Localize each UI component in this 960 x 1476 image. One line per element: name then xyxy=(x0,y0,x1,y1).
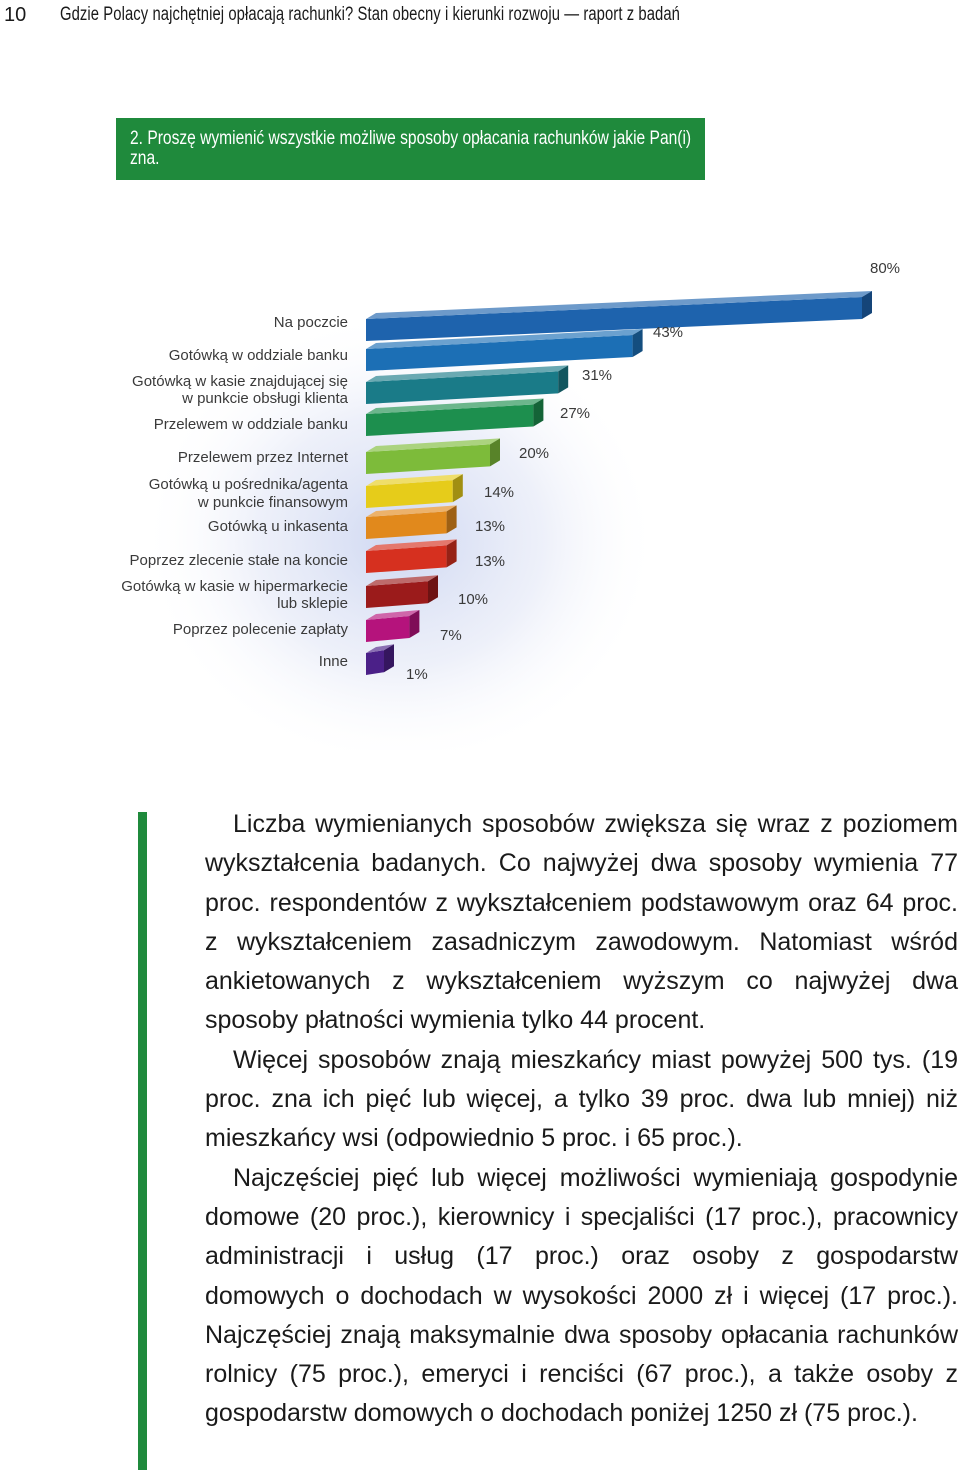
category-label-3-line-2: w punkcie obsługi klienta xyxy=(182,390,348,407)
category-label-10: Poprzez polecenie zapłaty xyxy=(172,621,348,638)
bar-9 xyxy=(366,575,438,608)
category-label-3-line-1: Gotówką w kasie znajdującej się xyxy=(132,373,348,390)
category-label-11: Inne xyxy=(318,653,348,670)
article-text xyxy=(205,805,958,1434)
value-label-3: 31% xyxy=(582,367,613,384)
value-label-1: 80% xyxy=(870,260,901,277)
category-label-9-line-2: lub sklepie xyxy=(277,595,348,612)
value-label-8: 13% xyxy=(475,553,506,570)
category-label-5: Przelewem przez Internet xyxy=(177,449,348,466)
page-number: 10 xyxy=(4,4,27,26)
bar-front xyxy=(366,650,384,675)
running-title: Gdzie Polacy najchętniej opłacają rachunki? Stan obecny i kierunki rozwoju — raport z badań xyxy=(60,4,681,25)
category-label-4: Przelewem w oddziale banku xyxy=(153,416,348,433)
category-label-9-line-1: Gotówką w kasie w hipermarkecie xyxy=(121,578,348,595)
question-text: 2. Proszę wymienić wszystkie możliwe sposoby opłacania rachunków jakie Pan(i) zna. xyxy=(130,128,692,169)
value-label-6: 14% xyxy=(484,484,515,501)
value-label-5: 20% xyxy=(519,445,550,462)
category-label-2: Gotówką w oddziale banku xyxy=(168,347,348,364)
article-paragraph-3: Najczęściej pięć lub więcej możliwości wymieniają gospodynie domowe (20 proc.), kierownicy i specjaliści (17 proc.), pracownicy administracji i usług (17 proc.) oraz osoby z gospodarstw domowych o dochodach w wysokości 2000 zł i więcej (17 proc.). Najczęściej znają maksymalnie dwa sposoby opłacania rachunków rolnicy (75 proc.), emeryci i renciści (67 proc.), a także osoby z gospodarstw domowych o dochodach poniżej 1250 zł (75 proc.). xyxy=(205,1163,958,1428)
category-label-6-line-1: Gotówką u pośrednika/agenta xyxy=(148,476,348,493)
value-label-4: 27% xyxy=(560,405,591,422)
sidebar-rule xyxy=(138,812,147,1470)
category-label-6-line-2: w punkcie finansowym xyxy=(197,494,348,511)
value-label-7: 13% xyxy=(475,518,506,535)
category-label-7: Gotówką u inkasenta xyxy=(207,518,348,535)
category-label-8: Poprzez zlecenie stałe na koncie xyxy=(129,552,348,569)
article-paragraph-2: Więcej sposobów znają mieszkańcy miast powyżej 500 tys. (19 proc. zna ich pięć lub więcej, a tylko 39 proc. dwa lub mniej) niż mieszkańcy wsi (odpowiednio 5 proc. i 65 proc.). xyxy=(205,1045,958,1153)
bar-chart xyxy=(0,210,960,750)
bar-front xyxy=(366,616,409,642)
value-label-9: 10% xyxy=(458,591,489,608)
article-paragraph-1: Liczba wymienianych sposobów zwiększa się wraz z poziomem wykształcenia badanych. Co najwyżej dwa sposoby wymienia 77 proc. respondentów z wykształceniem podstawowym oraz 64 proc. z wykształceniem zasadniczym zawodowym. Natomiast wśród ankietowanych z wykształceniem wyższym co najwyżej dwa sposoby płatności wymienia tylko 44 procent. xyxy=(205,810,958,1035)
question-box xyxy=(116,118,705,180)
value-label-2: 43% xyxy=(653,324,684,341)
value-label-11: 1% xyxy=(406,666,428,683)
page-header xyxy=(0,0,960,30)
value-label-10: 7% xyxy=(440,627,462,644)
category-label-1: Na poczcie xyxy=(273,314,348,331)
